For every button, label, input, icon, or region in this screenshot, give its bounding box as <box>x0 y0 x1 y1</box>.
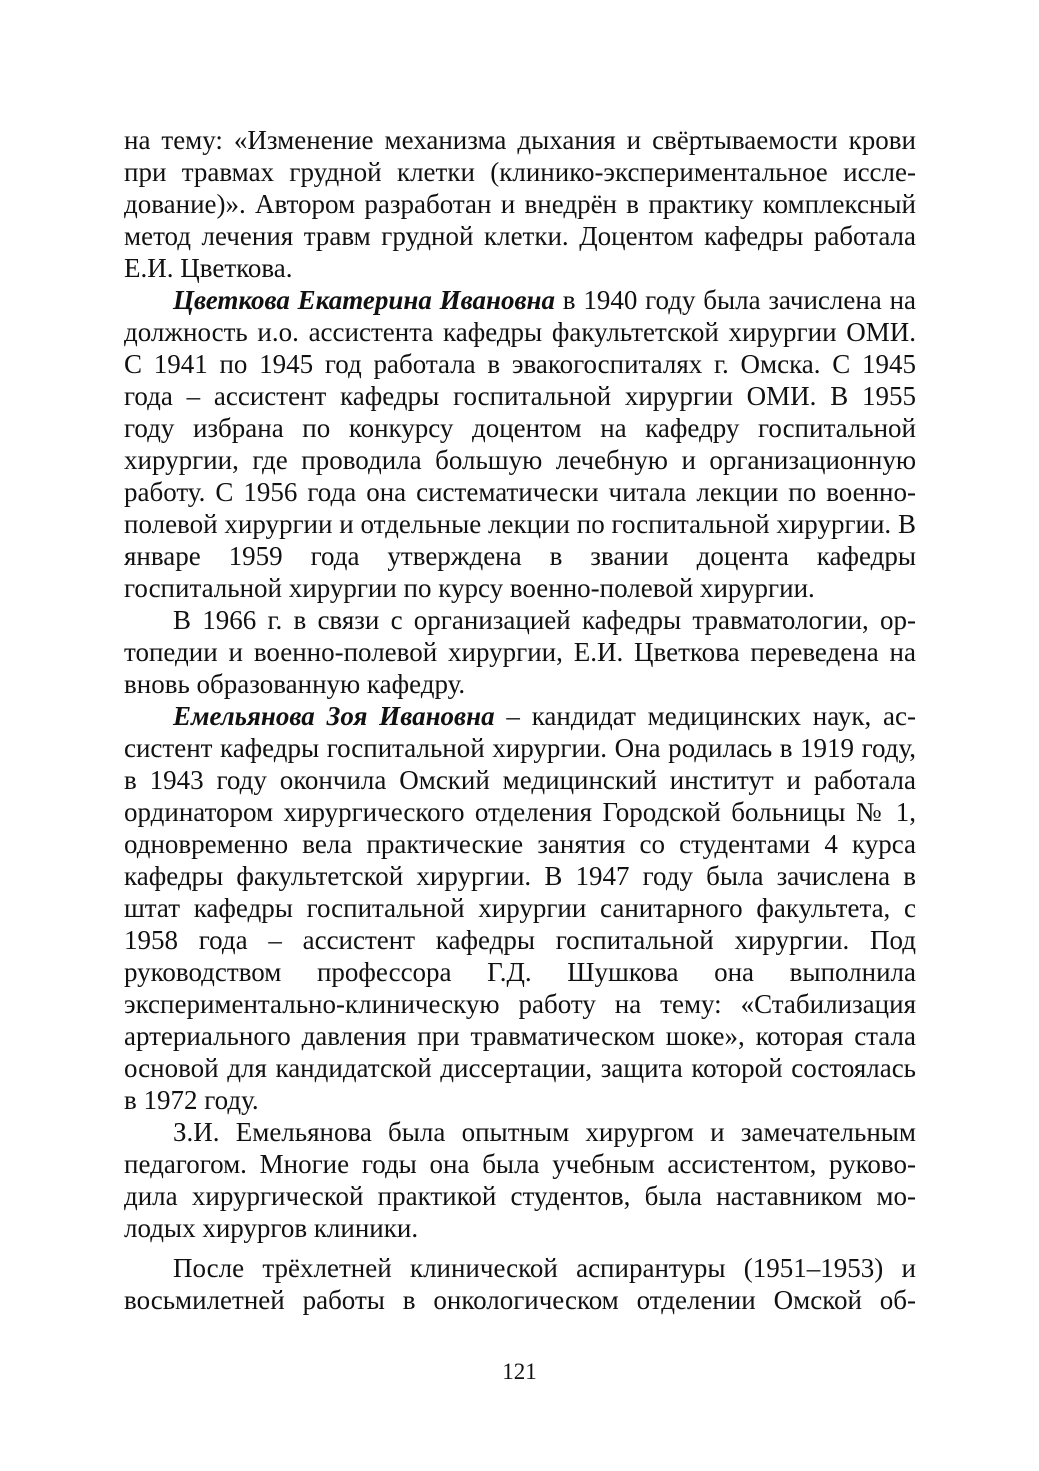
person-name-tsvetkova: Цветкова Екатерина Ивановна <box>173 285 556 315</box>
paragraph-5-text: З.И. Емельянова была опытным хирургом и замечательным педагогом. Многие годы она была учебным ассистентом, руководила хирургической практикой студентов, была наставником молодых хирургов клиники. <box>124 1117 916 1243</box>
paragraph-6 <box>124 1252 916 1316</box>
paragraph-2 <box>124 284 916 604</box>
paragraph-3-text: В 1966 г. в связи с организацией кафедры травматологии, ортопедии и военно-полевой хирургии, Е.И. Цветкова переведена на вновь образованную кафедру. <box>124 605 916 699</box>
paragraph-4 <box>124 700 916 1116</box>
paragraph-2-text: в 1940 году была зачислена на должность и.о. ассистента кафедры факультетской хирургии ОМИ. С 1941 по 1945 год работала в эвакогоспиталях г. Омска. С 1945 года – ассистент кафедры госпитальной хирургии ОМИ. В 1955 году избрана по конкурсу доцентом на кафедру госпитальной хирургии, где проводила большую лечебную и организационную работу. С 1956 года она систематически читала лекции по военно-полевой хирургии и отдельные лекции по госпитальной хирургии. В январе 1959 года утверждена в звании доцента кафедры госпитальной хирургии по курсу военно-полевой хирургии. <box>124 285 916 603</box>
paragraph-6-text: После трёхлетней клинической аспирантуры (1951–1953) и восьмилетней работы в онкологическом отделении Омской об- <box>124 1253 916 1315</box>
page-body <box>124 124 916 1316</box>
paragraph-1 <box>124 124 916 284</box>
page-number: 121 <box>502 1359 537 1384</box>
paragraph-3 <box>124 604 916 700</box>
paragraph-1-text: на тему: «Изменение механизма дыхания и свёртываемости крови при травмах грудной клетки (клинико-экспериментальное исследование)». Автором разработан и внедрён в практику комплексный метод лечения травм грудной клетки. Доцентом кафедры работала Е.И. Цветкова. <box>124 125 916 283</box>
paragraph-4-text: – кандидат медицинских наук, ассистент кафедры госпитальной хирургии. Она родилась в 1919 году, в 1943 году окончила Омский медицинский институт и работала ординатором хирургического отделения Городской больницы № 1, одновременно вела практические занятия со студентами 4 курса кафедры факультетской хирургии. В 1947 году была зачислена в штат кафедры госпитальной хирургии санитарного факультета, с 1958 года – ассистент кафедры госпитальной хирургии. Под руководством профессора Г.Д. Шушкова она выполнила экспериментально-клиническую работу на тему: «Стабилизация артериального давления при травматическом шоке», которая стала основой для кандидатской диссертации, защита которой состоялась в 1972 году. <box>124 701 916 1115</box>
person-name-emelyanova: Емельянова Зоя Ивановна <box>173 701 495 731</box>
paragraph-5 <box>124 1116 916 1244</box>
